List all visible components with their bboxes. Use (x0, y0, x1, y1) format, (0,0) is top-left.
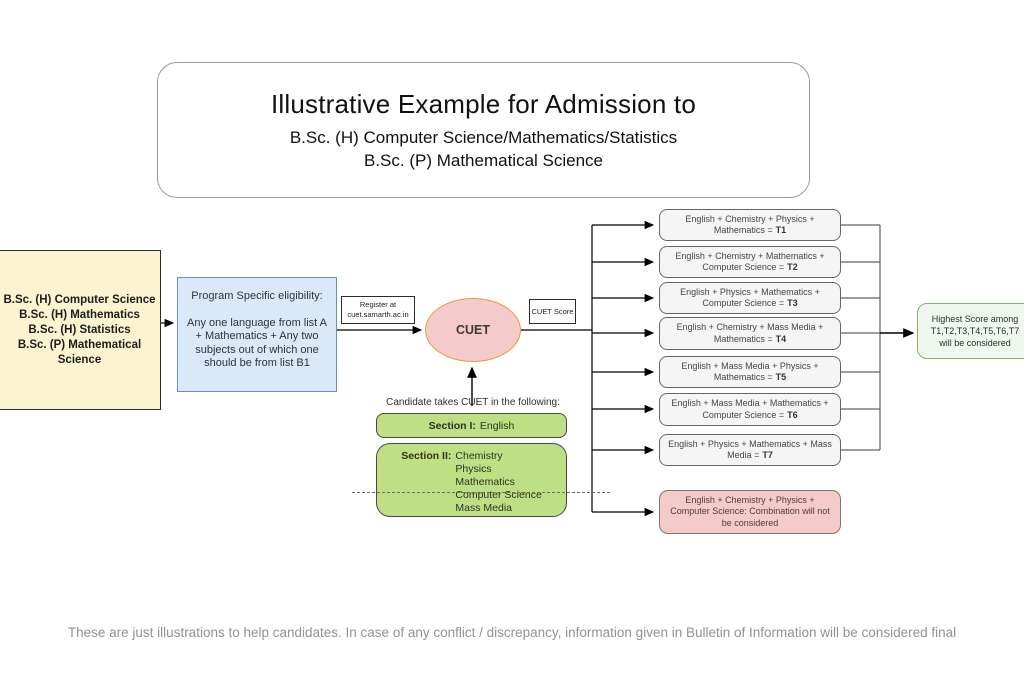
section2-subject: Computer Science (455, 489, 542, 501)
section2-box (376, 443, 567, 517)
combination-box-t7 (659, 434, 841, 466)
combo-code: T2 (787, 262, 798, 272)
combo-text: English + Chemistry + Mathematics + Computer Science = (675, 250, 825, 272)
combination-box-t4 (659, 317, 841, 350)
register-line2: cuet.samarth.ac.in (347, 310, 409, 319)
section1-box (376, 413, 567, 438)
program-line: B.Sc. (H) Mathematics (19, 308, 140, 321)
result-line3: will be considered (939, 338, 1011, 348)
disclaimer-text (0, 622, 1024, 643)
cuet-score-text: CUET Score (531, 307, 574, 316)
program-line: B.Sc. (H) Statistics (28, 323, 131, 336)
section2-subject-list (455, 450, 541, 515)
candidate-note (357, 397, 589, 408)
combo-text: English + Physics + Mathematics + Mass Media = (668, 438, 832, 460)
combo-text: English + Mass Media + Mathematics + Computer Science = (671, 398, 829, 420)
dashed-divider-line (352, 492, 610, 493)
section2-subject: Physics (455, 463, 492, 475)
result-box (917, 303, 1024, 359)
invalid-combination-box (659, 490, 841, 534)
combo-code: T4 (775, 333, 787, 344)
program-line: Science (57, 353, 102, 366)
invalid-combination-text: English + Chemistry + Physics + Computer Science: Combination will not be considered (670, 494, 830, 528)
combination-box-t3 (659, 282, 841, 314)
section2-subject: Chemistry (455, 450, 503, 462)
register-label (341, 296, 415, 324)
combo-text: English + Physics + Mathematics + Computer Science = (680, 286, 820, 308)
cuet-node (425, 298, 521, 362)
combination-box-t5 (659, 356, 841, 388)
eligibility-body: Any one language from list A + Mathematics + Any two subjects out of which one should be from list B1 (186, 316, 328, 369)
candidate-note-text: Candidate takes CUET in the following: (386, 397, 560, 408)
combination-box-t1 (659, 209, 841, 241)
disclaimer-line: These are just illustrations to help candidates. In case of any conflict / discrepancy, information given in Bulletin of Information will be considered final (67, 625, 957, 640)
combo-code: T6 (787, 409, 798, 420)
title-subtitle-1: B.Sc. (H) Computer Science/Mathematics/Statistics (289, 127, 678, 147)
combo-text: English + Chemistry + Mass Media + Mathematics = (676, 322, 824, 344)
combo-code: T3 (787, 298, 798, 308)
result-line2: T1,T2,T3,T4,T5,T6,T7 (930, 326, 1020, 336)
register-line1: Register at (359, 300, 397, 309)
combo-text: English + Mass Media + Physics + Mathematics = (681, 360, 819, 382)
section1-value: English (479, 419, 515, 432)
programs-box (0, 250, 161, 410)
combination-box-t6 (659, 393, 841, 426)
cuet-score-label (529, 299, 576, 324)
combo-text: English + Chemistry + Physics + Mathematics = (685, 213, 815, 235)
combo-code: T5 (775, 372, 787, 382)
title-box (157, 62, 810, 198)
cuet-label: CUET (455, 323, 491, 337)
program-line: B.Sc. (H) Computer Science (3, 293, 156, 306)
result-line1: Highest Score among (931, 314, 1019, 324)
title-subtitle-2: B.Sc. (P) Mathematical Science (363, 150, 604, 170)
combo-code: T7 (762, 450, 773, 460)
combination-box-t2 (659, 246, 841, 278)
program-line: B.Sc. (P) Mathematical (17, 338, 142, 351)
page-title: Illustrative Example for Admission to (270, 88, 696, 119)
section2-label: Section II: (401, 450, 452, 462)
eligibility-heading: Program Specific eligibility: (191, 290, 323, 302)
section1-label: Section I: (428, 419, 476, 432)
combo-code: T1 (775, 225, 787, 235)
eligibility-box (177, 277, 337, 392)
section2-subject: Mathematics (455, 476, 515, 488)
section2-subject: Mass Media (455, 502, 513, 514)
